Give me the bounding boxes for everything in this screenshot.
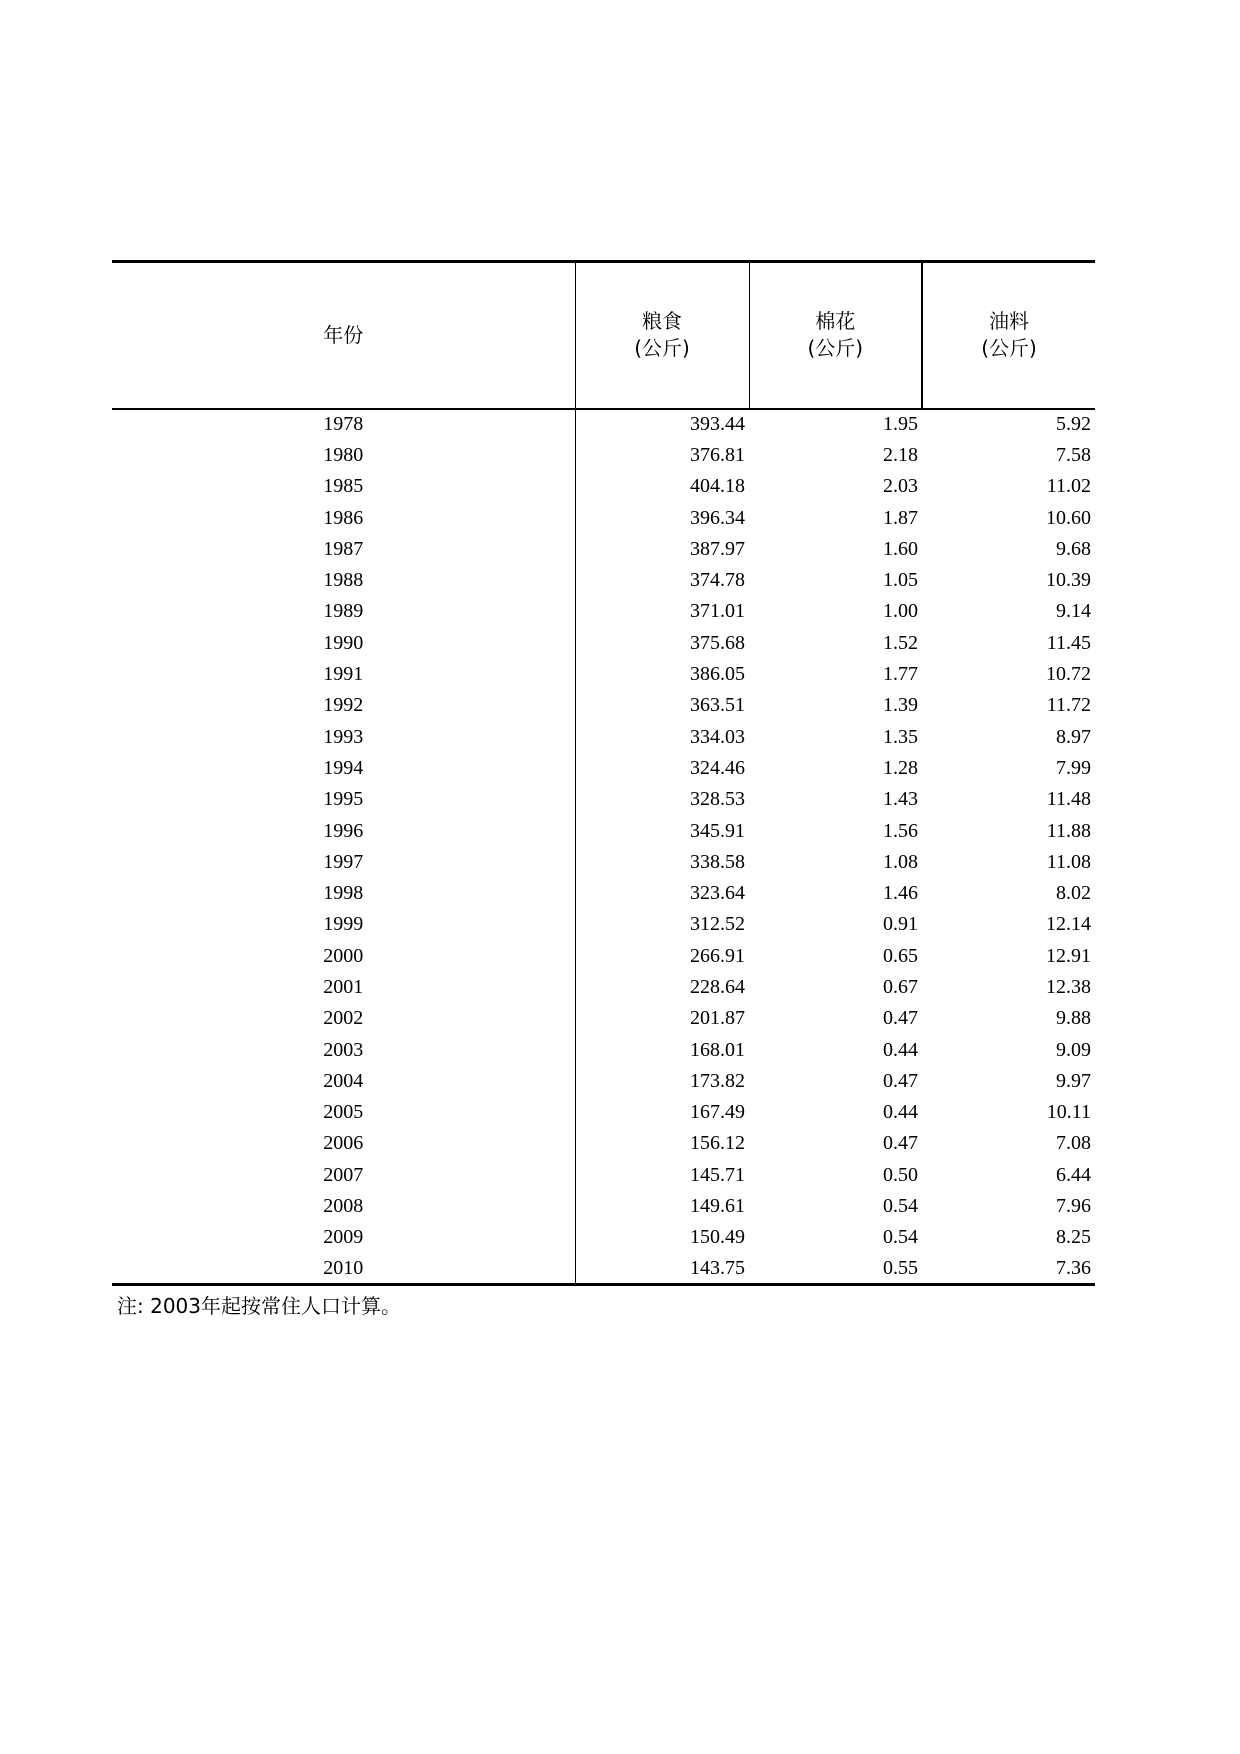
cell-year: 2002 <box>323 1007 364 1030</box>
cell-cotton: 1.05 <box>883 569 918 592</box>
cell-oil: 7.08 <box>1056 1132 1091 1155</box>
cell-oil: 11.72 <box>1046 694 1091 717</box>
cell-grain: 228.64 <box>575 972 749 1003</box>
data-table <box>112 260 1095 1286</box>
table-row <box>112 659 1095 690</box>
cell-cotton: 0.54 <box>883 1195 918 1218</box>
cell-oil: 7.96 <box>1056 1195 1091 1218</box>
cell-oil: 11.45 <box>1046 631 1091 654</box>
cell-year: 1990 <box>323 631 364 654</box>
cell-cotton: 1.77 <box>883 663 918 686</box>
header-oil-label: 油料 <box>989 309 1029 334</box>
cell-cotton: 1.35 <box>883 725 918 748</box>
cell-cotton: 0.47 <box>883 1007 918 1030</box>
cell-year: 1992 <box>323 694 364 717</box>
cell-grain: 156.12 <box>575 1128 749 1159</box>
cell-year: 1995 <box>323 788 364 811</box>
table-row <box>112 941 1095 972</box>
cell-grain: 396.34 <box>575 502 749 533</box>
cell-cotton: 0.44 <box>883 1101 918 1124</box>
cell-oil: 11.08 <box>1046 850 1091 873</box>
cell-grain: 375.68 <box>575 628 749 659</box>
header-cotton-label: 棉花 <box>815 309 856 334</box>
cell-cotton: 1.95 <box>883 413 918 436</box>
cell-year: 1989 <box>323 600 364 623</box>
cell-oil: 12.38 <box>1046 975 1091 998</box>
cell-year: 1994 <box>323 756 364 779</box>
table-row <box>112 534 1095 565</box>
cell-oil: 11.88 <box>1046 819 1091 842</box>
cell-oil: 8.97 <box>1056 725 1091 748</box>
table-row <box>112 753 1095 784</box>
cell-cotton: 1.00 <box>883 600 918 623</box>
cell-cotton: 0.47 <box>883 1069 918 1092</box>
cell-year: 1980 <box>323 443 364 466</box>
cell-grain: 328.53 <box>575 784 749 815</box>
cell-cotton: 0.91 <box>883 913 918 936</box>
cell-oil: 9.97 <box>1056 1069 1091 1092</box>
cell-year: 1996 <box>323 819 364 842</box>
cell-oil: 9.09 <box>1056 1038 1091 1061</box>
cell-year: 2010 <box>112 1254 575 1285</box>
cell-year: 2005 <box>323 1101 364 1124</box>
cell-cotton: 1.56 <box>883 819 918 842</box>
cell-year: 1993 <box>323 725 364 748</box>
cell-oil: 10.72 <box>1046 663 1091 686</box>
table-row <box>112 784 1095 815</box>
table-header <box>112 262 1095 409</box>
table-row <box>112 847 1095 878</box>
cell-year: 1991 <box>323 663 364 686</box>
cell-oil: 11.02 <box>1046 475 1091 498</box>
cell-oil: 7.99 <box>1056 756 1091 779</box>
cell-oil: 9.88 <box>1056 1007 1091 1030</box>
cell-year: 2009 <box>323 1226 364 1249</box>
data-sheet <box>112 260 1095 1319</box>
table-body <box>112 409 1095 1285</box>
cell-cotton: 1.87 <box>883 506 918 529</box>
cell-cotton: 1.08 <box>883 850 918 873</box>
table-row <box>112 1222 1095 1253</box>
cell-grain: 324.46 <box>575 753 749 784</box>
table-row <box>112 565 1095 596</box>
header-year-label: 年份 <box>323 322 364 347</box>
cell-year: 2001 <box>323 975 364 998</box>
cell-year: 1987 <box>323 537 364 560</box>
table-row <box>112 502 1095 533</box>
cell-grain: 143.75 <box>575 1254 749 1285</box>
cell-grain: 173.82 <box>575 1066 749 1097</box>
table-row <box>112 1066 1095 1097</box>
cell-oil: 10.60 <box>1046 506 1091 529</box>
cell-cotton: 0.50 <box>883 1163 918 1186</box>
cell-grain: 393.44 <box>575 409 749 440</box>
cell-year: 2008 <box>323 1195 364 1218</box>
cell-grain: 345.91 <box>575 815 749 846</box>
table-row <box>112 1128 1095 1159</box>
header-cotton <box>749 262 922 409</box>
header-grain-label: 粮食 <box>642 309 682 334</box>
cell-grain: 266.91 <box>575 941 749 972</box>
cell-cotton: 0.67 <box>883 975 918 998</box>
table-row <box>112 690 1095 721</box>
cell-grain: 363.51 <box>575 690 749 721</box>
header-year <box>112 262 575 409</box>
cell-cotton: 0.47 <box>883 1132 918 1155</box>
table-row <box>112 1160 1095 1191</box>
cell-cotton: 1.46 <box>883 882 918 905</box>
cell-cotton: 2.18 <box>883 443 918 466</box>
table-row <box>112 1191 1095 1222</box>
header-grain-unit: (公斤) <box>634 336 690 361</box>
cell-cotton: 0.65 <box>883 944 918 967</box>
cell-oil: 6.44 <box>1056 1163 1091 1186</box>
cell-cotton: 1.52 <box>883 631 918 654</box>
table-row <box>112 1034 1095 1065</box>
table-row <box>112 972 1095 1003</box>
cell-grain: 371.01 <box>575 596 749 627</box>
cell-grain: 145.71 <box>575 1160 749 1191</box>
cell-year: 1986 <box>323 506 364 529</box>
header-grain <box>575 262 749 409</box>
cell-oil: 9.68 <box>1056 537 1091 560</box>
cell-grain: 387.97 <box>575 534 749 565</box>
cell-oil: 7.36 <box>922 1254 1095 1285</box>
footnote: 注: 2003年起按常住人口计算。 <box>117 1294 401 1319</box>
cell-oil: 8.25 <box>1056 1226 1091 1249</box>
cell-year: 1999 <box>323 913 364 936</box>
cell-grain: 376.81 <box>575 440 749 471</box>
header-oil-unit: (公斤) <box>981 336 1037 361</box>
cell-grain: 167.49 <box>575 1097 749 1128</box>
table-row <box>112 596 1095 627</box>
cell-cotton: 0.54 <box>883 1226 918 1249</box>
cell-grain: 374.78 <box>575 565 749 596</box>
cell-grain: 168.01 <box>575 1034 749 1065</box>
cell-cotton: 1.39 <box>883 694 918 717</box>
table-row <box>112 440 1095 471</box>
cell-cotton: 1.43 <box>883 788 918 811</box>
table-row <box>112 1097 1095 1128</box>
cell-grain: 338.58 <box>575 847 749 878</box>
cell-oil: 12.91 <box>1046 944 1091 967</box>
cell-grain: 150.49 <box>575 1222 749 1253</box>
cell-grain: 323.64 <box>575 878 749 909</box>
cell-oil: 12.14 <box>1046 913 1091 936</box>
cell-oil: 5.92 <box>1056 413 1091 436</box>
table-row <box>112 815 1095 846</box>
cell-year: 2007 <box>323 1163 364 1186</box>
header-oil <box>922 262 1095 409</box>
cell-grain: 386.05 <box>575 659 749 690</box>
cell-year: 2006 <box>323 1132 364 1155</box>
cell-grain: 201.87 <box>575 1003 749 1034</box>
cell-year: 1978 <box>323 413 364 436</box>
table-row <box>112 471 1095 502</box>
table-row <box>112 878 1095 909</box>
header-cotton-unit: (公斤) <box>807 336 864 361</box>
cell-oil: 7.58 <box>1056 443 1091 466</box>
table-row <box>112 1254 1095 1285</box>
cell-year: 1998 <box>323 882 364 905</box>
cell-grain: 404.18 <box>575 471 749 502</box>
cell-year: 2000 <box>323 944 364 967</box>
cell-grain: 334.03 <box>575 721 749 752</box>
cell-cotton: 1.60 <box>883 537 918 560</box>
cell-cotton: 1.28 <box>883 756 918 779</box>
cell-oil: 8.02 <box>1056 882 1091 905</box>
cell-cotton: 0.44 <box>883 1038 918 1061</box>
cell-year: 1985 <box>323 475 364 498</box>
cell-oil: 10.39 <box>1046 569 1091 592</box>
table-row <box>112 628 1095 659</box>
cell-grain: 149.61 <box>575 1191 749 1222</box>
table-row <box>112 721 1095 752</box>
cell-year: 1988 <box>323 569 364 592</box>
cell-oil: 9.14 <box>1056 600 1091 623</box>
table-row <box>112 409 1095 440</box>
cell-year: 2004 <box>323 1069 364 1092</box>
cell-oil: 11.48 <box>1046 788 1091 811</box>
cell-grain: 312.52 <box>575 909 749 940</box>
cell-oil: 10.11 <box>1046 1101 1091 1124</box>
cell-cotton: 2.03 <box>883 475 918 498</box>
header-row <box>112 262 1095 409</box>
cell-cotton: 0.55 <box>749 1254 922 1285</box>
table-row <box>112 1003 1095 1034</box>
cell-year: 2003 <box>323 1038 364 1061</box>
cell-year: 1997 <box>323 850 364 873</box>
table-row <box>112 909 1095 940</box>
